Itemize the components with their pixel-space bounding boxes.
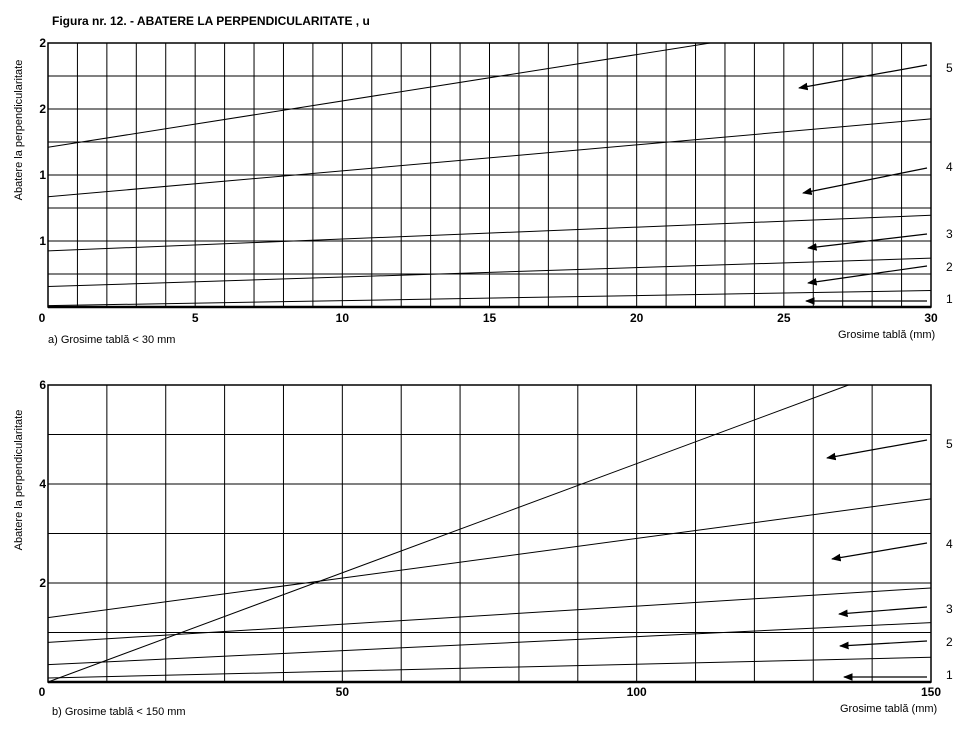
chartb-series-line-2: [48, 623, 931, 665]
charta-x-axis-label: Grosime tablă (mm): [838, 329, 936, 341]
chartb-series-label-5: 5: [946, 437, 953, 451]
charta-caption: a) Grosime tablă < 30 mm: [48, 334, 176, 346]
chartb-series-label-3: 3: [946, 602, 953, 616]
charta-y-tick-label: 1: [39, 234, 46, 248]
chartb-caption: b) Grosime tablă < 150 mm: [52, 706, 186, 718]
charta-series-label-2: 2: [946, 260, 953, 274]
chartb-series-arrow-4: [832, 543, 927, 559]
chartb-series-arrow-3: [839, 607, 927, 614]
chartb-series-label-1: 1: [946, 668, 953, 682]
chartb-x-axis-label: Grosime tablă (mm): [840, 703, 938, 715]
charta-series-label-3: 3: [946, 227, 953, 241]
chartb-x-tick-label: 100: [626, 685, 647, 699]
charta-y-tick-label: 2: [39, 36, 46, 50]
charta-y-axis-label: Abatere la perpendicularitate: [13, 59, 25, 201]
charta-x-tick-label: 15: [482, 311, 497, 325]
chartb-series-arrow-2: [840, 641, 927, 646]
charta-y-tick-label: 1: [39, 168, 46, 182]
chartb-x-tick-label: 0: [38, 685, 46, 699]
charta-x-tick-label: 20: [629, 311, 644, 325]
charta-series-label-1: 1: [946, 292, 953, 306]
figure-title: Figura nr. 12. - ABATERE LA PERPENDICULARITATE , u: [52, 14, 370, 28]
chartb-series-label-2: 2: [946, 635, 953, 649]
charta-x-tick-label: 30: [924, 311, 938, 325]
charta-x-tick-label: 10: [335, 311, 350, 325]
charta-x-tick-label: 25: [777, 311, 791, 325]
chartb-y-axis-label: Abatere la perpendicularitate: [13, 409, 25, 551]
chartb-series-arrow-5: [827, 440, 927, 458]
charta-series-line-5: [48, 43, 710, 147]
chartb-y-tick-label: 4: [39, 477, 46, 491]
chartb-y-tick-label: 6: [39, 378, 46, 392]
chartb-series-line-1: [48, 657, 931, 678]
chartb-x-tick-label: 150: [920, 685, 942, 699]
charta-x-tick-label: 5: [191, 311, 199, 325]
charta-y-tick-label: 2: [39, 102, 46, 116]
charta-series-label-4: 4: [946, 160, 953, 174]
chartb-y-tick-label: 2: [39, 576, 46, 590]
chartb-x-tick-label: 50: [335, 685, 350, 699]
charta-x-tick-label: 0: [38, 311, 46, 325]
charta-series-label-5: 5: [946, 61, 953, 75]
chartb-series-label-4: 4: [946, 537, 953, 551]
charta-series-arrow-4: [803, 168, 927, 193]
chartb-series-line-3: [48, 588, 931, 642]
chartb-series-line-4: [48, 499, 931, 618]
